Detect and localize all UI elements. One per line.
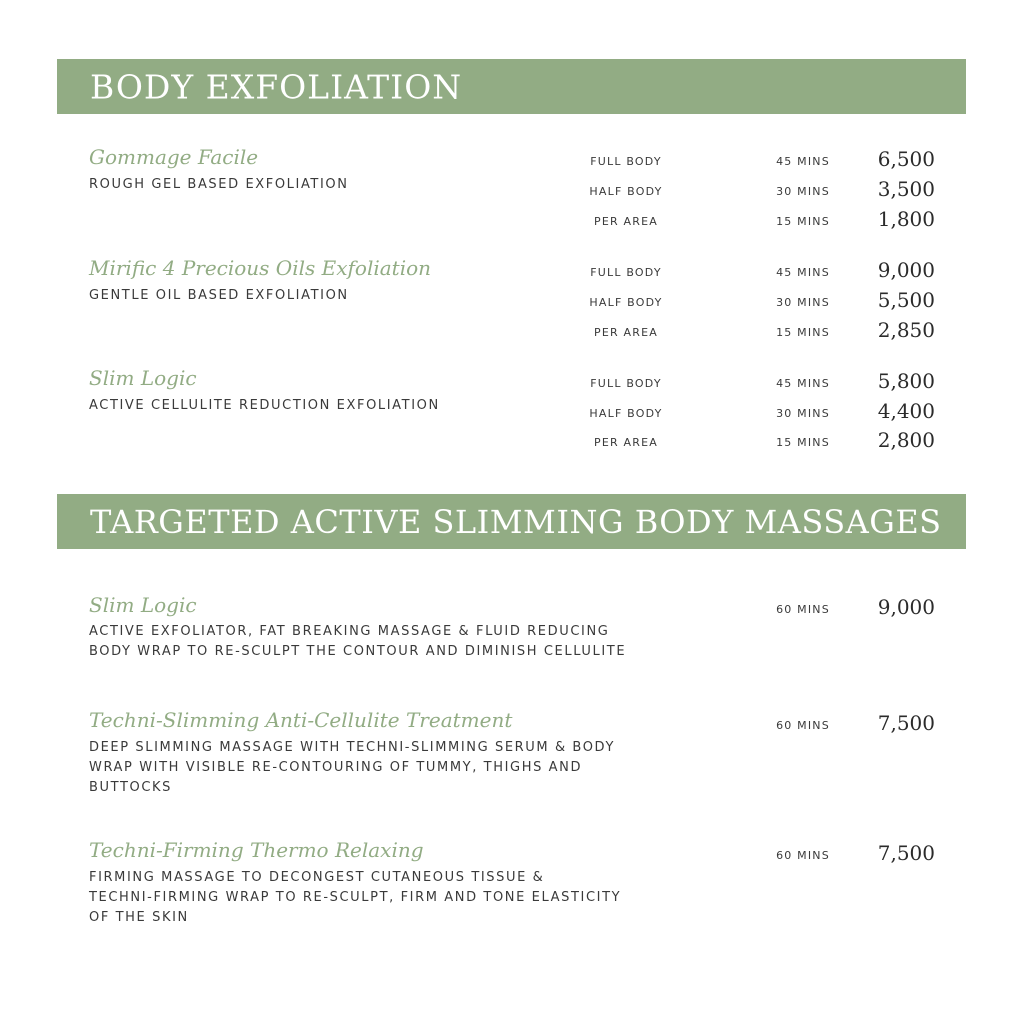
treatment-description-line: DEEP SLIMMING MASSAGE WITH TECHNI-SLIMMING SERUM & BODY [89, 740, 615, 755]
treatment-name: Gommage Facile [89, 145, 259, 169]
treatment-description-line: BUTTOCKS [89, 780, 172, 795]
option-price: 9,000 [877, 258, 935, 282]
treatment-price: 7,500 [877, 711, 935, 735]
option-duration: 45 MINS [776, 266, 830, 279]
option-price: 4,400 [877, 399, 935, 423]
treatment-description-line: FIRMING MASSAGE TO DECONGEST CUTANEOUS TISSUE & [89, 870, 545, 885]
treatment-name: Techni-Firming Thermo Relaxing [89, 838, 424, 862]
option-price: 6,500 [877, 147, 935, 171]
option-label: HALF BODY [589, 185, 663, 198]
treatment-price: 7,500 [877, 841, 935, 865]
treatment-name: Slim Logic [89, 366, 197, 390]
option-label: PER AREA [594, 326, 658, 339]
option-duration: 45 MINS [776, 377, 830, 390]
option-label: HALF BODY [589, 296, 663, 309]
treatment-name: Slim Logic [89, 593, 197, 617]
treatment-name: Techni-Slimming Anti-Cellulite Treatment [89, 708, 513, 732]
option-label: FULL BODY [590, 377, 662, 390]
option-duration: 15 MINS [776, 326, 830, 339]
treatment-description-line: WRAP WITH VISIBLE RE-CONTOURING OF TUMMY, THIGHS AND [89, 760, 583, 775]
option-label: PER AREA [594, 215, 658, 228]
option-duration: 30 MINS [776, 185, 830, 198]
option-label: HALF BODY [589, 407, 663, 420]
treatment-duration: 60 MINS [776, 603, 830, 616]
treatment-name: Mirific 4 Precious Oils Exfoliation [89, 256, 432, 280]
option-label: FULL BODY [590, 155, 662, 168]
treatment-description-line: TECHNI-FIRMING WRAP TO RE-SCULPT, FIRM AND TONE ELASTICITY [89, 890, 622, 905]
option-label: PER AREA [594, 436, 658, 449]
option-duration: 30 MINS [776, 407, 830, 420]
treatment-description: ROUGH GEL BASED EXFOLIATION [89, 177, 349, 192]
option-price: 1,800 [877, 207, 935, 231]
treatment-duration: 60 MINS [776, 849, 830, 862]
section-title: BODY EXFOLIATION [90, 67, 463, 106]
option-duration: 30 MINS [776, 296, 830, 309]
treatment-description-line: BODY WRAP TO RE-SCULPT THE CONTOUR AND DIMINISH CELLULITE [89, 644, 627, 659]
option-price: 5,800 [877, 369, 935, 393]
section-banner-slimming-massages [57, 494, 966, 549]
option-duration: 15 MINS [776, 436, 830, 449]
option-price: 2,800 [877, 428, 935, 452]
option-price: 3,500 [877, 177, 935, 201]
treatment-duration: 60 MINS [776, 719, 830, 732]
option-price: 2,850 [877, 318, 935, 342]
section-title: TARGETED ACTIVE SLIMMING BODY MASSAGES [90, 502, 942, 541]
option-price: 5,500 [877, 288, 935, 312]
option-duration: 15 MINS [776, 215, 830, 228]
treatment-price: 9,000 [877, 595, 935, 619]
option-duration: 45 MINS [776, 155, 830, 168]
section-banner-body-exfoliation [57, 59, 966, 114]
treatment-description-line: ACTIVE EXFOLIATOR, FAT BREAKING MASSAGE & FLUID REDUCING [89, 624, 610, 639]
treatment-description-line: OF THE SKIN [89, 910, 189, 925]
treatment-description: GENTLE OIL BASED EXFOLIATION [89, 288, 349, 303]
treatment-description: ACTIVE CELLULITE REDUCTION EXFOLIATION [89, 398, 440, 413]
option-label: FULL BODY [590, 266, 662, 279]
